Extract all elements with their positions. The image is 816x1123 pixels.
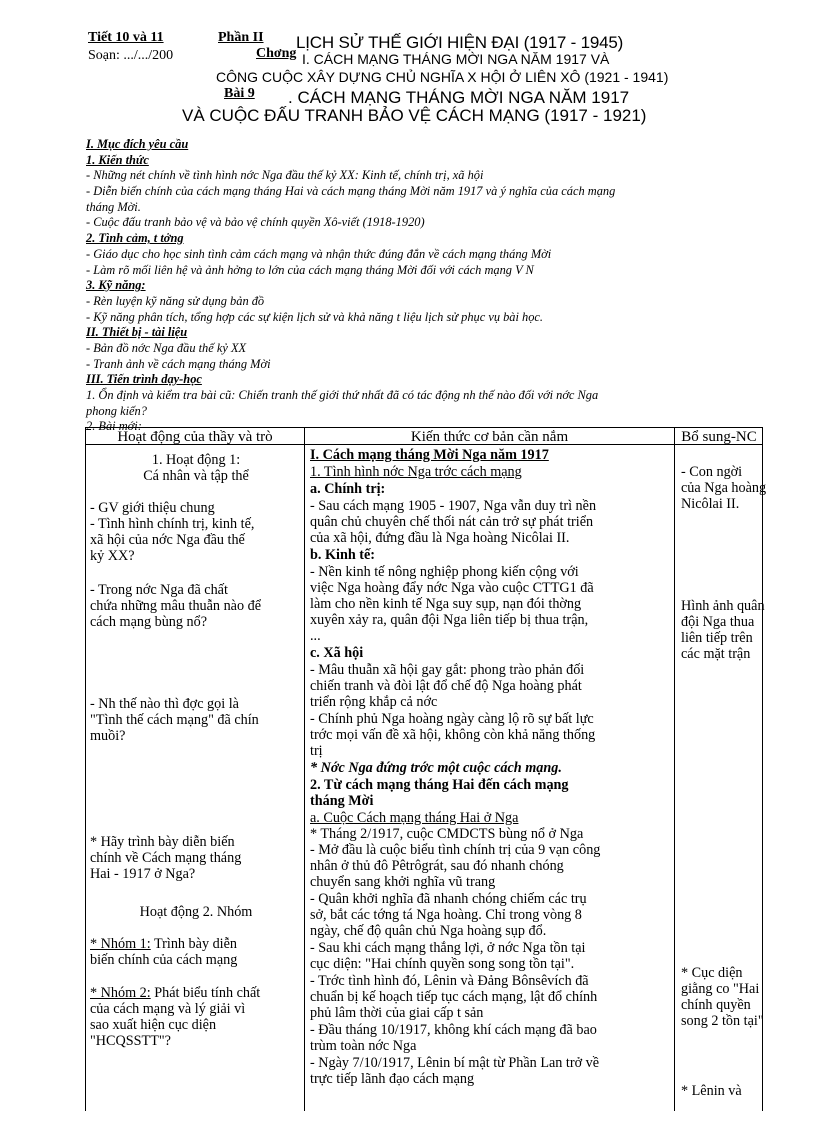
section-heading: 1. Kiến thức [86,152,149,167]
supplement-line: Hình ảnh quân [681,598,765,614]
knowledge-line: - Mâu thuẫn xã hội gay gắt: phong trào phản đối [310,662,585,678]
supplement-line: - Con ngời [681,464,743,480]
activity-line: chính về Cách mạng tháng [90,850,242,866]
knowledge-line: - Trớc tình hình đó, Lênin và Đảng Bônsêvích đã [310,973,589,989]
supplement-line: các mặt trận [681,646,751,662]
knowledge-line: nhân ở thủ đô Pêtrôgrát, sau đó nhanh chóng [310,858,564,874]
body-line: - Bản đồ nớc Nga đầu thế kỷ XX [86,340,247,355]
knowledge-line: ngày, chế độ quân chủ Nga hoàng sụp đổ. [310,923,547,939]
supplement-line: song 2 tồn tại" [681,1013,764,1029]
activity-line: kỷ XX? [90,548,135,564]
knowledge-line: 2. Từ cách mạng tháng Hai đến cách mạng [310,777,569,793]
knowledge-line: phủ lâm thời của giai cấp t sản [310,1005,484,1021]
lesson-period: Tiết 10 và 11 [88,30,164,45]
section-heading: 3. Kỹ năng: [86,278,146,293]
body-line: - Những nét chính về tình hình nớc Nga đầu thế kỷ XX: Kinh tế, chính trị, xã hội [86,168,484,183]
header-supplement: Bổ sung-NC [681,429,757,445]
supplement-line: liên tiếp trên [681,630,753,646]
knowledge-line: - Quân khởi nghĩa đã nhanh chóng chiếm các trụ [310,891,587,907]
part-label: Phần II [218,30,264,45]
knowledge-line: việc Nga hoàng đẩy nớc Nga vào cuộc CTTG1 đã [310,580,594,596]
knowledge-line: tháng Mời [310,793,374,809]
knowledge-line: b. Kinh tế: [310,547,376,563]
lesson-title-line-1: . CÁCH MẠNG THÁNG MỜI NGA NĂM 1917 [288,88,630,107]
lesson-label: Bài 9 [224,86,255,101]
chapter-label: Chơng [256,46,297,61]
knowledge-line: I. Cách mạng tháng Mời Nga năm 1917 [310,447,549,463]
knowledge-line: 1. Tình hình nớc Nga trớc cách mạng [310,464,522,480]
knowledge-line: sở, bắt các tớng tá Nga hoàng. Chỉ trong vòng 8 [310,907,582,923]
knowledge-line: - Ngày 7/10/1917, Lênin bí mật từ Phần Lan trở về [310,1055,600,1071]
knowledge-line: - Sau cách mạng 1905 - 1907, Nga vẫn duy trì nền [310,498,597,514]
knowledge-line: quân chủ chuyên chế thối nát cản trở sự phát triển [310,514,594,530]
activity-line: biến chính của cách mạng [90,952,238,968]
knowledge-line: a. Chính trị: [310,481,386,497]
knowledge-line: xuyên xảy ra, quân đội Nga liên tiếp bị thua trận, [310,612,589,628]
body-line: - Rèn luyện kỹ năng sử dụng bản đồ [86,293,265,308]
section-heading: I. Mục đích yêu cầu [86,137,189,151]
supplement-line: giằng co "Hai [681,981,760,997]
activity-line: xã hội của nớc Nga đầu thế [90,532,245,548]
activity-line: "Tình thế cách mạng" đã chín [90,712,259,728]
chapter-title-line-2: CÔNG CUỘC XÂY DỰNG CHỦ NGHĨA X HỘI Ở LIÊN XÔ (1921 - 1941) [216,69,669,85]
column-divider [674,428,675,1111]
knowledge-line: - Đầu tháng 10/1917, không khí cách mạng đã bao [310,1022,597,1038]
body-line: 2. Bài mới: [86,419,142,434]
knowledge-line: a. Cuộc Cách mạng tháng Hai ở Nga [310,810,519,826]
activity-line: - Tình hình chính trị, kinh tế, [90,516,255,532]
knowledge-line: trực tiếp lãnh đạo cách mạng [310,1071,475,1087]
body-line: 1. Ổn định và kiểm tra bài cũ: Chiến tranh thế giới thứ nhất đã có tác động nh thế nào đối với nớc Nga [86,388,599,402]
activity-line: Hoạt động 2. Nhóm [139,904,253,920]
activity-line: chứa những mâu thuẫn nào để [90,598,261,614]
body-line: - Cuộc đấu tranh bảo vệ và bảo vệ chính quyền Xô-viết (1918-1920) [86,215,425,230]
chapter-title-line-1: I. CÁCH MẠNG THÁNG MỜI NGA NĂM 1917 VÀ [302,51,610,67]
supplement-line: * Cục diện [681,965,743,981]
part-title: LỊCH SỬ THẾ GIỚI HIỆN ĐẠI (1917 - 1945) [296,33,624,52]
knowledge-line: chiến tranh và đòi lật đổ chế độ Nga hoàng phát [310,678,582,694]
activity-line: * Nhóm 1: Trình bày diễn [90,936,238,952]
supplement-line: * Lênin và [681,1083,742,1099]
activity-line: * Hãy trình bày diễn biến [90,834,235,850]
activity-line: muồi? [90,728,126,744]
header-teacher-activity: Hoạt động của thầy và trò [117,429,273,445]
supplement-line: chính quyền [681,997,751,1013]
body-line: tháng Mời. [86,199,141,214]
body-line: - Tranh ảnh về cách mạng tháng Mời [86,356,271,371]
knowledge-line: c. Xã hội [310,645,364,661]
supplement-line: đội Nga thua [681,614,755,630]
knowledge-line: * Nớc Nga đứng trớc một cuộc cách mạng. [310,760,562,776]
section-heading: III. Tiến trình dạy-học [86,372,202,387]
body-line: - Diễn biến chính của cách mạng tháng Hai và cách mạng tháng Mời năm 1917 và ý nghĩa của cách mạng [86,184,616,199]
knowledge-line: trớc mọi vấn đề xã hội, không còn khả năng thống [310,727,596,743]
section-heading: 2. Tình cảm, t tởng [86,231,184,246]
knowledge-line: - Nền kinh tế nông nghiệp phong kiến cộng với [310,564,579,580]
knowledge-line: của xã hội, đứng đầu là Nga hoàng Nicôlai II. [310,530,570,546]
body-line: - Làm rõ mối liên hệ và ảnh hởng to lớn của cách mạng tháng Mời đối với cách mạng V N [86,262,534,277]
lesson-objectives [86,137,736,435]
prep-date: Soạn: .../.../200 [88,48,174,63]
activity-line: * Nhóm 2: Phát biểu tính chất [90,985,261,1001]
knowledge-line: * Tháng 2/1917, cuộc CMDCTS bùng nổ ở Nga [310,826,584,842]
knowledge-line: triển rộng khắp cả nớc [310,694,438,710]
section-heading: II. Thiết bị - tài liệu [86,325,188,340]
activity-line: - Nh thế nào thì đợc gọi là [90,696,239,712]
body-line: - Kỹ năng phân tích, tổng hợp các sự kiện lịch sử và khả năng t liệu lịch sử phục vụ bài học. [86,309,544,324]
activity-line: Hai - 1917 ở Nga? [90,866,196,882]
knowledge-line: trị [310,743,323,759]
knowledge-line: - Mở đầu là cuộc biểu tình chính trị của 9 vạn công [310,842,601,858]
knowledge-line: chuyển sang khởi nghĩa vũ trang [310,874,496,890]
activity-line: 1. Hoạt động 1: [151,452,241,468]
body-line: - Giáo dục cho học sinh tình cảm cách mạng và nhận thức đúng đắn về cách mạng tháng Mời [86,246,552,261]
supplement-line: của Nga hoàng [681,480,767,496]
activity-line: của cách mạng và lý giải vì [90,1001,246,1017]
activity-line: "HCQSSTT"? [90,1033,171,1049]
knowledge-line: cục diện: "Hai chính quyền song song tồn tại". [310,956,575,972]
activity-line: sao xuất hiện cục diện [90,1017,217,1033]
supplement-line: Nicôlai II. [681,496,740,512]
activity-line: cách mạng bùng nổ? [90,614,208,630]
knowledge-line: làm cho nền kinh tế Nga suy sụp, nạn đói thờng [310,596,582,612]
activity-line: - GV giới thiệu chung [90,500,215,516]
knowledge-line: chuẩn bị kế hoạch tiếp tục cách mạng, lật đổ chính [310,989,598,1005]
knowledge-line: trùm toàn nớc Nga [310,1038,417,1054]
knowledge-line: - Chính phủ Nga hoàng ngày càng lộ rõ sự bất lực [310,711,594,727]
body-line: phong kiến? [86,403,147,418]
knowledge-line: ... [310,628,321,644]
knowledge-line: - Sau khi cách mạng thắng lợi, ở nớc Nga tồn tại [310,940,586,956]
activity-line: - Trong nớc Nga đã chất [90,582,228,598]
header-basic-knowledge: Kiến thức cơ bản cần nắm [410,429,569,445]
lesson-title-line-2: VÀ CUỘC ĐẤU TRANH BẢO VỆ CÁCH MẠNG (1917 - 1921) [182,106,647,125]
column-divider [304,428,305,1111]
activity-line: Cá nhân và tập thể [143,468,249,484]
lesson-plan-table [85,427,767,1111]
